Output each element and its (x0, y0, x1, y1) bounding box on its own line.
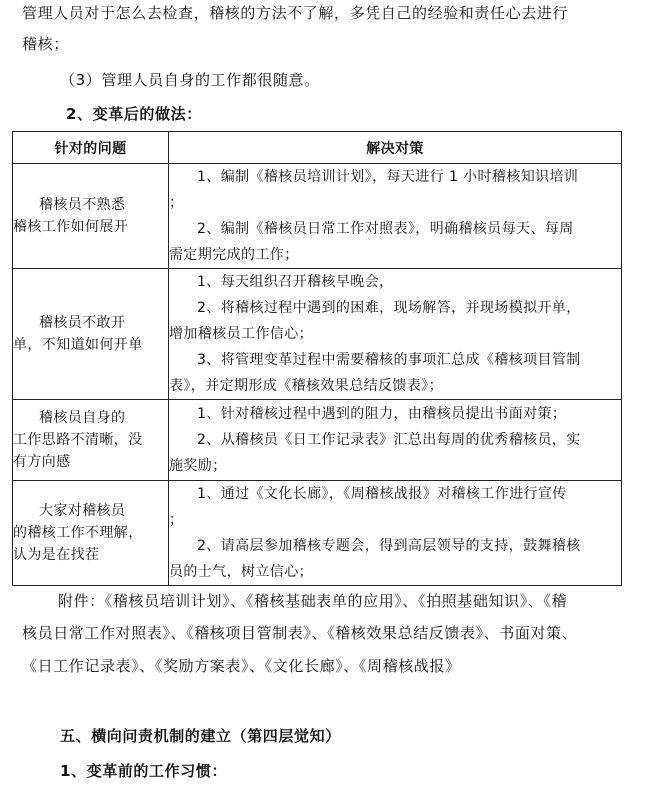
issue-text: 稽核员不敢开 (39, 315, 126, 331)
solution-item-continued: ； (169, 195, 184, 211)
attachment-line-2: 核员日常工作对照表》、《稽核项目管制表》、《稽核效果总结反馈表》、书面对策、 (22, 624, 578, 642)
section-5-1-heading: 1、变革前的工作习惯： (60, 762, 228, 780)
issue-cell (13, 481, 169, 586)
solution-item-continued: 施奖励； (169, 458, 227, 474)
section-after-heading: 2、变革后的做法： (66, 105, 202, 123)
issue-cell (13, 400, 169, 481)
solution-item: 1、每天组织召开稽核早晚会， (197, 274, 394, 290)
issue-text: 稽核员自身的 (39, 410, 126, 426)
issue-text: 的稽核工作不理解， (13, 525, 143, 541)
attachment-line-1: 附件：《稽核员培训计划》、《稽核基础表单的应用》、《拍照基础知识》、《稽 (58, 592, 568, 610)
table-header-row (13, 132, 622, 164)
issue-text: 认为是在找茬 (13, 547, 100, 563)
solution-item: 2、从稽核员《日工作记录表》汇总出每周的优秀稽核员，实 (197, 432, 581, 448)
issue-text: 稽核员不熟悉 (39, 197, 126, 213)
table-row (13, 164, 622, 269)
solution-item: 1、编制《稽核员培训计划》，每天进行 1 小时稽核知识培训 (197, 169, 579, 185)
solution-cell (169, 269, 622, 400)
table-row (13, 481, 622, 586)
solution-item-continued: ； (169, 512, 184, 528)
countermeasure-table (12, 131, 622, 586)
solution-item: 1、通过《文化长廊》，《周稽核战报》对稽核工作进行宣传 (197, 486, 567, 502)
intro-line-1: 管理人员对于怎么去检查，稽核的方法不了解，多凭自己的经验和责任心去进行 (22, 4, 569, 22)
issue-text: 大家对稽核员 (39, 503, 126, 519)
table-row (13, 400, 622, 481)
solution-cell (169, 400, 622, 481)
solution-item: 1、针对稽核过程中遇到的阻力，由稽核员提出书面对策； (197, 406, 567, 422)
issue-text: 单，不知道如何开单 (13, 337, 143, 353)
issue-text: 稽核工作如何展开 (13, 219, 129, 235)
column-header-issue: 针对的问题 (13, 132, 169, 164)
solution-item: 2、请高层参加稽核专题会，得到高层领导的支持，鼓舞稽核 (197, 538, 581, 554)
intro-item-3: （3）管理人员自身的工作都很随意。 (60, 71, 320, 89)
table-row (13, 269, 622, 400)
attachment-line-3: 《日工作记录表》、《奖励方案表》、《文化长廊》、《周稽核战报》 (22, 657, 461, 675)
issue-cell (13, 164, 169, 269)
solution-cell (169, 481, 622, 586)
solution-item-continued: 需定期完成的工作； (169, 247, 299, 263)
solution-item-continued: 增加稽核员工作信心； (169, 326, 313, 342)
intro-line-2: 稽核； (22, 35, 69, 53)
column-header-solution: 解决对策 (169, 132, 622, 164)
solution-item: 2、将稽核过程中遇到的困难，现场解答，并现场模拟开单， (197, 300, 581, 316)
solution-item: 2、编制《稽核员日常工作对照表》，明确稽核员每天、每周 (197, 221, 574, 237)
solution-item-continued: 员的士气，树立信心； (169, 564, 313, 580)
issue-text: 工作思路不清晰，没 (13, 432, 143, 448)
issue-cell (13, 269, 169, 400)
solution-item: 3、将管理变革过程中需要稽核的事项汇总成《稽核项目管制 (197, 352, 581, 368)
section-5-heading: 五、横向问责机制的建立（第四层觉知） (60, 727, 341, 745)
solution-cell (169, 164, 622, 269)
solution-item-continued: 表》，并定期形成《稽核效果总结反馈表》； (169, 378, 443, 394)
issue-text: 有方向感 (13, 454, 71, 470)
